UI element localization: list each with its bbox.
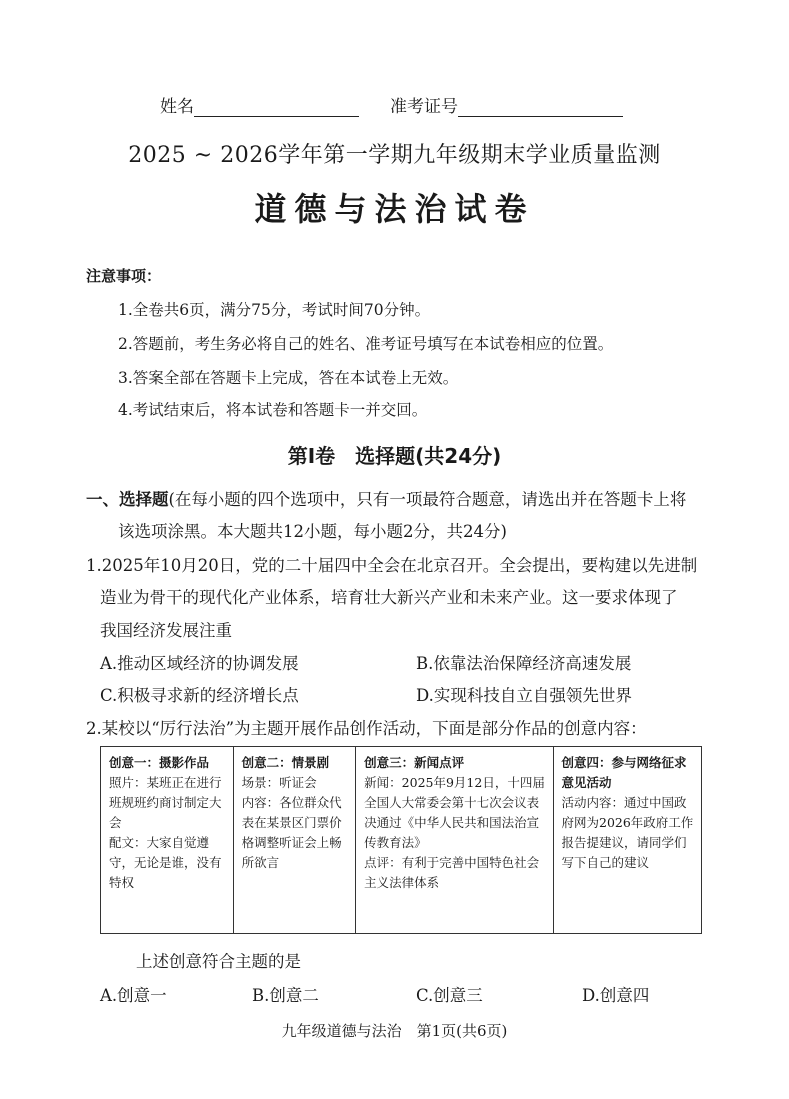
table-cell: [554, 747, 702, 933]
q2-option-c: C.创意三: [416, 986, 483, 1005]
q1-option-d: D.实现科技自立自强领先世界: [416, 686, 632, 705]
q2-idea-table: [100, 746, 702, 934]
q1-option-c: C.积极寻求新的经济增长点: [100, 686, 299, 705]
table-cell: [234, 747, 357, 933]
note-item: 2.答题前，考生务必将自己的姓名、准考证号填写在本试卷相应的位置。: [118, 335, 614, 353]
q2-stem: 2.某校以“厉行法治”为主题开展作品创作活动，下面是部分作品的创意内容：: [86, 719, 647, 738]
q2-follow-up: 上述创意符合主题的是: [136, 952, 301, 971]
note-item: 3.答案全部在答题卡上完成，答在本试卷上无效。: [118, 369, 459, 387]
cell-body: 新闻：2025年9月12日，十四届全国人大常委会第十七次会议表决通过《中华人民共和国法治宣传教育法》 点评：有利于完善中国特色社会主义法律体系: [364, 775, 545, 890]
exam-id-field: [390, 92, 623, 117]
table-cell: [101, 747, 234, 933]
part-one-label: 一、选择题: [86, 490, 169, 509]
page-footer: 九年级道德与法治 第1页(共6页): [281, 1022, 508, 1040]
exam-subtitle: 2025 ~ 2026学年第一学期九年级期末学业质量监测: [128, 143, 661, 168]
part-one-text: (在每小题的四个选项中，只有一项最符合题意，请选出并在答题卡上将: [168, 490, 687, 509]
q2-option-a: A.创意一: [100, 986, 167, 1005]
name-blank-line: [194, 98, 359, 117]
cell-heading: 创意四：参与网络征求意见活动: [561, 755, 687, 790]
table-cell: [356, 747, 553, 933]
cell-body: 照片：某班正在进行班规班约商讨制定大会 配文：大家自觉遵守，无论是谁，没有特权: [109, 775, 222, 890]
cell-heading: 创意三：新闻点评: [364, 755, 465, 770]
exam-id-label: 准考证号: [390, 97, 458, 117]
q1-stem-line: 1.2025年10月20日，党的二十届四中全会在北京召开。全会提出，要构建以先进制: [86, 556, 698, 575]
cell-heading: 创意二：情景剧: [241, 755, 330, 770]
name-label: 姓名: [160, 97, 194, 117]
q1-option-b: B.依靠法治保障经济高速发展: [416, 654, 632, 673]
q2-option-b: B.创意二: [252, 986, 319, 1005]
part-one-text-cont: 该选项涂黑。本大题共12小题，每小题2分，共24分): [118, 522, 507, 541]
notes-heading: 注意事项：: [86, 267, 162, 285]
q1-stem-line: 造业为骨干的现代化产业体系，培育壮大新兴产业和未来产业。这一要求体现了: [100, 588, 678, 607]
exam-title: 道德与法治试卷: [254, 190, 535, 228]
cell-body: 场景：听证会 内容：各位群众代表在某景区门票价格调整听证会上畅所欲言: [241, 775, 342, 870]
part-one-instruction: [86, 486, 686, 510]
note-item: 4.考试结束后，将本试卷和答题卡一并交回。: [118, 401, 428, 419]
note-item: 1.全卷共6页，满分75分，考试时间70分钟。: [118, 301, 431, 319]
section-title: 第Ⅰ卷 选择题(共24分): [287, 444, 502, 468]
q2-option-d: D.创意四: [582, 986, 650, 1005]
name-field: [160, 92, 359, 117]
q1-stem-line: 我国经济发展注重: [100, 621, 232, 640]
cell-heading: 创意一：摄影作品: [109, 755, 210, 770]
cell-body: 活动内容：通过中国政府网为2026年政府工作报告提建议，请同学们写下自己的建议: [561, 795, 694, 870]
exam-id-blank-line: [458, 98, 623, 117]
q1-option-a: A.推动区域经济的协调发展: [100, 654, 299, 673]
